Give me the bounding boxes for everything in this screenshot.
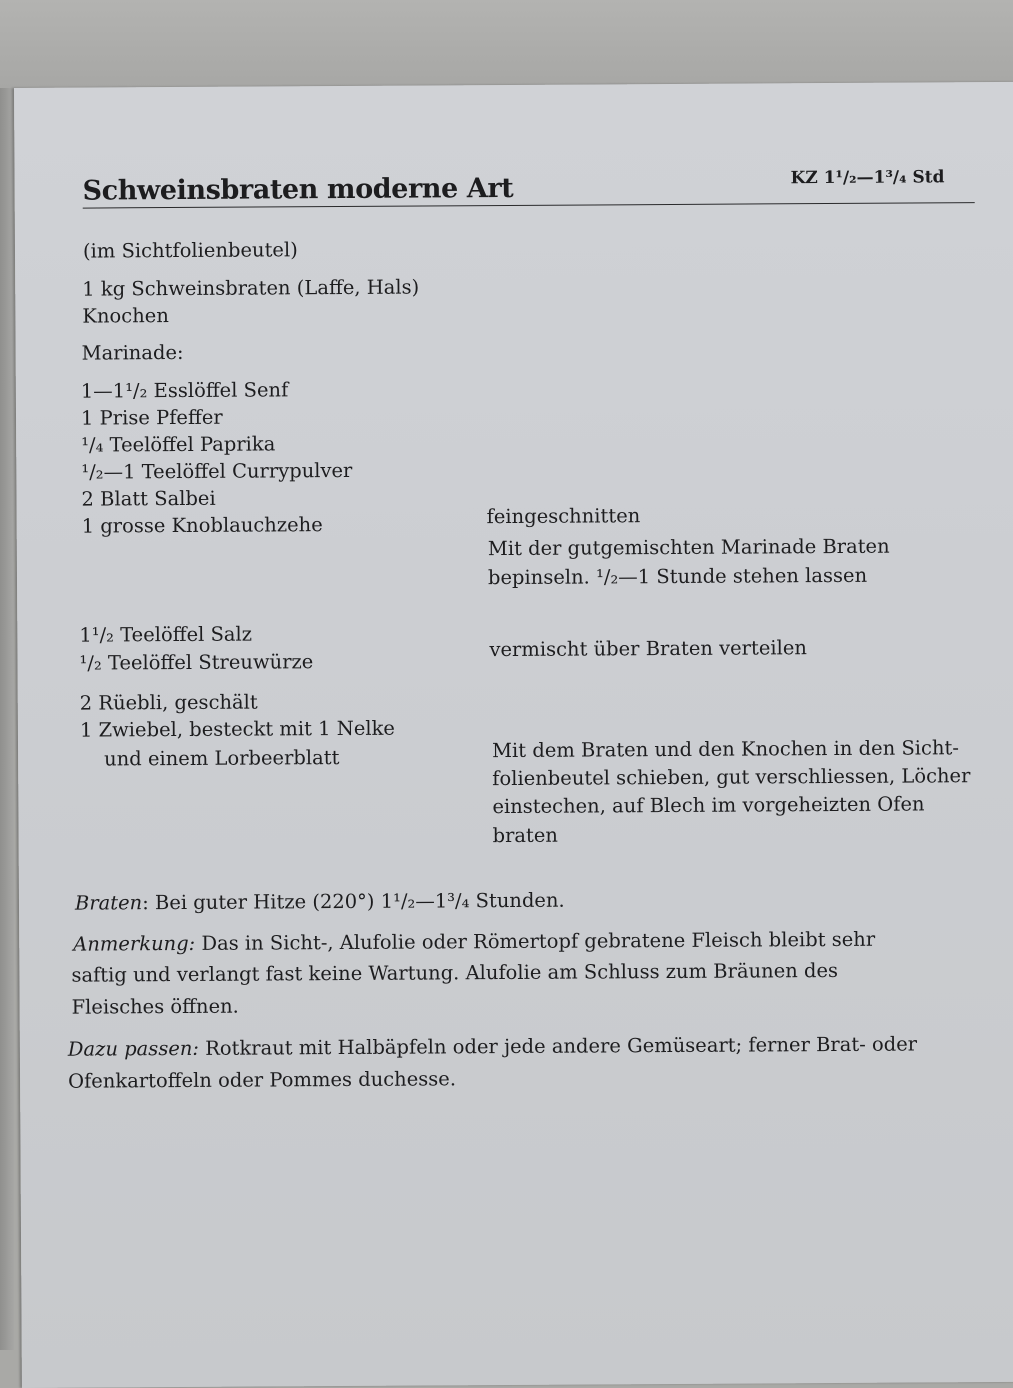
recipe-page <box>14 82 1013 1388</box>
marinade-instruction-line: Mit der gutgemischten Marinade Braten <box>487 534 890 561</box>
marinade-item: 1 Prise Pfeffer <box>80 405 223 430</box>
seasoning-instruction: vermischt über Braten verteilen <box>489 636 807 662</box>
vegetable-instruction-line: Mit dem Braten und den Knochen in den Sicht- <box>491 736 959 763</box>
seasoning-item: ¹/₂ Teelöffel Streuwürze <box>79 650 314 675</box>
seasoning-item: 1¹/₂ Teelöffel Salz <box>79 622 253 647</box>
note-line: saftig und verlangt fast keine Wartung. Alufolie am Schluss zum Bräunen des <box>71 958 839 987</box>
vegetable-item: 1 Zwiebel, besteckt mit 1 Nelke <box>79 716 396 742</box>
roasting-line <box>75 889 565 915</box>
vegetable-item: und einem Lorbeerblatt <box>104 746 340 771</box>
serving-line <box>68 1033 917 1061</box>
vegetable-instruction-line: einstechen, auf Blech im vorgeheizten Ofen <box>492 792 925 819</box>
roasting-text: : Bei guter Hitze (220°) 1¹/₂—1³/₄ Stunden. <box>142 888 565 915</box>
marinade-item: ¹/₄ Teelöffel Paprika <box>81 432 276 457</box>
recipe-subtitle: (im Sichtfolienbeutel) <box>82 238 298 263</box>
page-edge-shadow <box>0 88 14 1350</box>
cooking-time: KZ 1¹/₂—1³/₄ Std <box>790 167 945 189</box>
serving-label: Dazu passen: <box>67 1036 200 1061</box>
note-line: Fleisches öffnen. <box>71 994 239 1019</box>
vegetable-item: 2 Rüebli, geschält <box>79 690 258 715</box>
ingredient-bones: Knochen <box>82 304 169 328</box>
marinade-item: 1—1¹/₂ Esslöffel Senf <box>80 378 289 403</box>
note-line <box>73 928 875 956</box>
marinade-item: 1 grosse Knoblauchzehe <box>81 513 323 538</box>
note-label: Anmerkung: <box>73 931 196 956</box>
serving-line: Ofenkartoffeln oder Pommes duchesse. <box>67 1067 457 1093</box>
marinade-item: ¹/₂—1 Teelöffel Currypulver <box>81 458 353 484</box>
marinade-item: 2 Blatt Salbei <box>81 486 216 511</box>
note-text: Das in Sicht-, Alufolie oder Römertopf gebratene Fleisch bleibt sehr <box>195 927 876 955</box>
vegetable-instruction-line: braten <box>492 823 559 848</box>
marinade-instruction-line: bepinseln. ¹/₂—1 Stunde stehen lassen <box>487 563 868 590</box>
note-chopped: feingeschnitten <box>486 504 641 529</box>
roasting-label: Braten <box>74 891 143 915</box>
marinade-heading: Marinade: <box>81 340 184 365</box>
serving-text: Rotkraut mit Halbäpfeln oder jede andere Gemüseart; ferner Brat- oder <box>198 1032 918 1060</box>
vegetable-instruction-line: folienbeutel schieben, gut verschliessen, Löcher <box>492 764 971 791</box>
recipe-title: Schweinsbraten moderne Art <box>82 172 514 207</box>
ingredient-meat: 1 kg Schweinsbraten (Laffe, Hals) <box>82 275 420 301</box>
